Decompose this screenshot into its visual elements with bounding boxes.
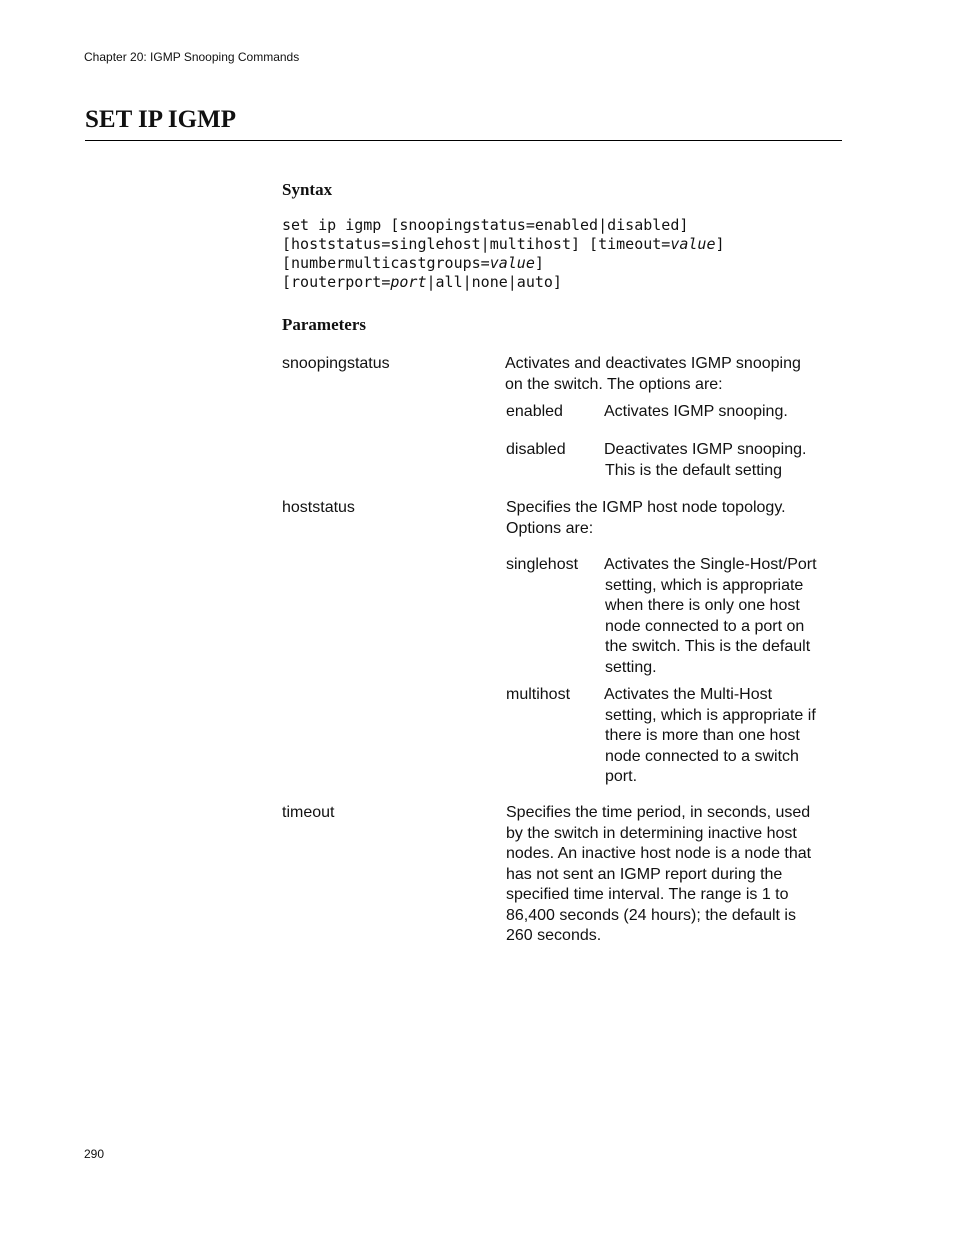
syntax-variable: port bbox=[390, 273, 427, 291]
param-name-hoststatus: hoststatus bbox=[282, 499, 355, 516]
syntax-line-3: [numbermulticastgroups=value] bbox=[282, 254, 544, 272]
syntax-line-4: [routerport=port|all|none|auto] bbox=[282, 273, 562, 291]
param-name-timeout: timeout bbox=[282, 804, 335, 821]
option-name-multihost: multihost bbox=[506, 686, 571, 703]
option-name-disabled: disabled bbox=[506, 441, 566, 458]
syntax-line-2: [hoststatus=singlehost|multihost] [timeout=value] bbox=[282, 235, 725, 253]
param-desc-hoststatus: Specifies the IGMP host node topology. Options are: bbox=[506, 499, 786, 537]
option-name-singlehost: singlehost bbox=[506, 556, 579, 573]
param-desc-snoopingstatus: Activates and deactivates IGMP snooping on the switch. The options are: bbox=[505, 355, 801, 393]
syntax-heading: Syntax bbox=[282, 180, 333, 199]
option-desc-multihost: Activates the Multi-Host setting, which is appropriate if there is more than one host node connected to a switch port. bbox=[604, 686, 816, 785]
title-rule bbox=[85, 140, 842, 141]
option-desc-enabled: Activates IGMP snooping. bbox=[604, 403, 788, 420]
option-name-enabled: enabled bbox=[506, 403, 563, 420]
page-number: 290 bbox=[84, 1147, 105, 1161]
running-header: Chapter 20: IGMP Snooping Commands bbox=[84, 50, 300, 64]
syntax-line-1: set ip igmp [snoopingstatus=enabled|disabled] bbox=[282, 216, 689, 234]
param-desc-timeout: Specifies the time period, in seconds, used by the switch in determining inactive host nodes. An inactive host node is a node that has not sent an IGMP report during the specified time interval. The range is 1 to 86,400 seconds (24 hours); the default is 260 seconds. bbox=[506, 804, 812, 944]
option-desc-singlehost: Activates the Single-Host/Port setting, which is appropriate when there is only one host node connected to a port on the switch. This is the default setting. bbox=[604, 556, 817, 676]
syntax-variable: value bbox=[670, 235, 716, 253]
syntax-variable: value bbox=[489, 254, 535, 272]
param-name-snoopingstatus: snoopingstatus bbox=[282, 355, 390, 372]
option-desc-disabled: Deactivates IGMP snooping. This is the default setting bbox=[604, 441, 807, 479]
parameters-heading: Parameters bbox=[282, 315, 367, 334]
page-title: SET IP IGMP bbox=[85, 106, 236, 133]
syntax-block bbox=[282, 216, 725, 292]
